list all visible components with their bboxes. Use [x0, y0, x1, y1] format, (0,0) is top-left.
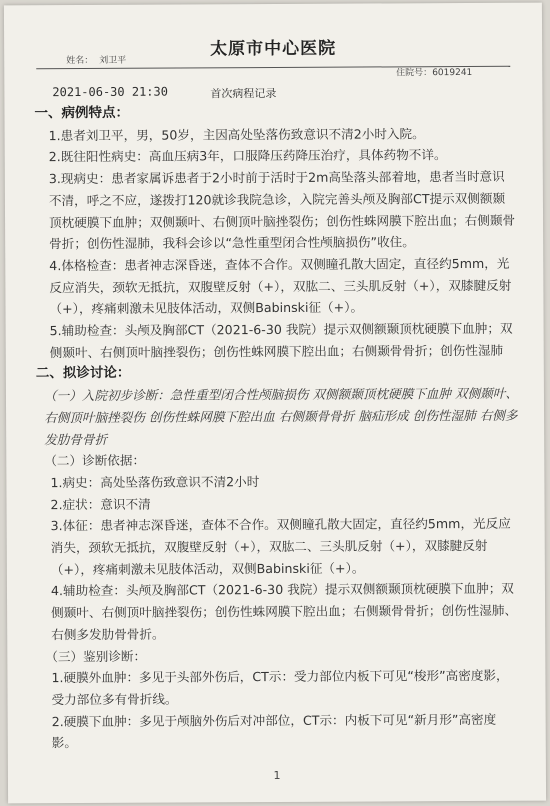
record-body — [34, 101, 519, 755]
basis-line: 3.体征：患者神志深昏迷，查体不合作。双侧瞳孔散大固定，直径约5mm，光反应消失，颈软无抵抗，双腹壁反射（+），双肱二、三头肌反射（+），双膝腱反射（+），疼痛刺激未见肢体活动，双侧Babinski征（+）。 — [50, 516, 511, 577]
feature-line: 3.现病史：患者家属诉患者于2小时前于活时于2m高坠落头部着地，患者当时意识不清，呼之不应，遂拨打120就诊我院急诊，入院完善头颅及胸部CT提示双侧额颞顶枕硬膜下血肿；双侧颞叶、右侧顶叶脑挫裂伤；创伤性蛛网膜下腔出血；右侧颞骨骨折；创伤性湿肺，我科会诊以“急性重型闭合性颅脑损伤”收住。 — [48, 168, 516, 252]
subheading-differential: （三）鉴别诊断： — [45, 648, 147, 664]
admission-label: 住院号： — [396, 68, 433, 79]
initial-diagnosis: （一）入院初步诊断：急性重型闭合性颅脑损伤 双侧额颞顶枕硬膜下血肿 双侧颞叶、右侧顶叶脑挫裂伤 创伤性蛛网膜下腔出血 右侧颞骨骨折 脑疝形成 创伤性湿肺 右侧多发肋骨骨折 — [43, 385, 518, 447]
feature-line: 5.辅助检查：头颅及胸部CT（2021-6-30 我院）提示双侧额颞顶枕硬膜下血肿；双侧颞叶、右侧顶叶脑挫裂伤；创伤性蛛网膜下腔出血；右侧颞骨骨折；创伤性湿肺 — [49, 320, 513, 360]
section-heading-features: 一、病例特点： — [34, 104, 130, 122]
differential-line: 1.硬膜外血肿：多见于头部外伤后，CT示：受力部位内板下可见“梭形”高密度影，受力部位多有骨折线。 — [51, 668, 509, 708]
page-number: 1 — [273, 768, 281, 783]
name-value: 刘卫平 — [99, 55, 127, 66]
differential-line: 2.硬膜下血肿：多见于颅脑外伤后对冲部位，CT示：内板下可见“新月形”高密度影。 — [51, 711, 497, 751]
record-header — [52, 83, 512, 101]
name-label: 姓名： — [66, 55, 94, 67]
feature-line: 2.既往阳性病史：高血压病3年，口服降压药降压治疗，具体药物不详。 — [48, 147, 447, 165]
patient-header — [66, 51, 512, 79]
basis-line: 4.辅助检查：头颅及胸部CT（2021-6-30 我院）提示双侧额颞顶枕硬膜下血肿；双侧颞叶、右侧顶叶脑挫裂伤；创伤性蛛网膜下腔出血；右侧颞骨骨折；创伤性湿肺、右侧多发肋骨骨折。 — [50, 581, 518, 643]
admission-value: 6019241 — [432, 67, 473, 79]
section-heading-discussion: 二、拟诊讨论： — [35, 365, 131, 382]
subheading-basis: （二）诊断依据： — [44, 452, 146, 469]
basis-line: 1.病史：高处坠落伤致意识不清2小时 — [50, 474, 260, 491]
record-title: 首次病程记录 — [210, 86, 277, 101]
basis-line: 2.症状：意识不清 — [50, 496, 151, 512]
patient-name — [66, 53, 126, 66]
record-page — [4, 3, 546, 804]
hospital-title: 太原市中心医院 — [210, 38, 337, 60]
feature-line: 1.患者刘卫平，男，50岁，主因高处坠落伤致意识不清2小时入院。 — [48, 125, 425, 143]
record-datetime: 2021-06-30 21:30 — [52, 84, 168, 100]
feature-line: 4.体格检查：患者神志深昏迷，查体不合作。双侧瞳孔散大固定，直径约5mm，光反应消失，颈软无抵抗，双腹壁反射（+），双肱二、三头肌反射（+），双膝腱反射（+），疼痛刺激未见肢体活动，双侧Babinski征（+）。 — [49, 255, 512, 317]
